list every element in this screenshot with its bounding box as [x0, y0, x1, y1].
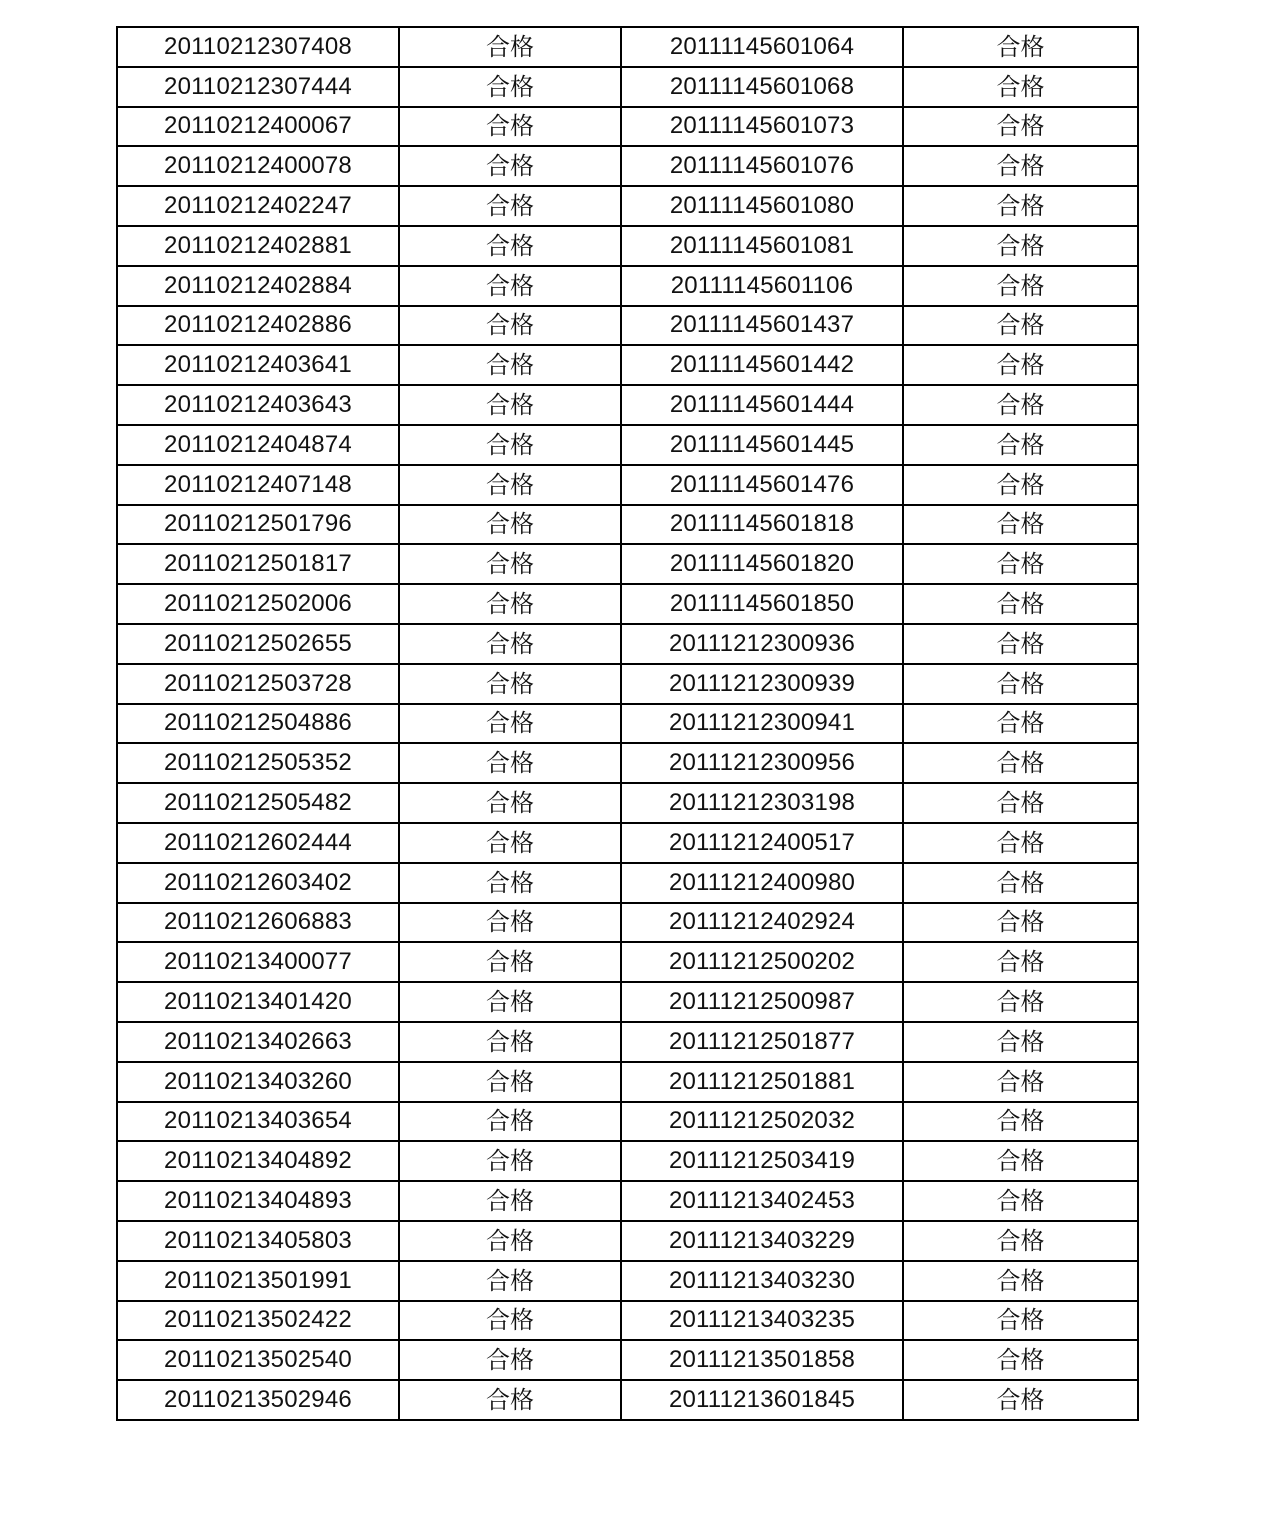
- right-id-cell: 20111145601444: [621, 385, 903, 425]
- right-status-cell: 合格: [903, 67, 1138, 107]
- left-id-cell: 20110213403654: [117, 1102, 399, 1142]
- right-status-cell: 合格: [903, 1102, 1138, 1142]
- right-status-cell: 合格: [903, 1221, 1138, 1261]
- table-row: [117, 1022, 1138, 1062]
- left-status-cell: 合格: [399, 1102, 621, 1142]
- left-id-cell: 20110213502540: [117, 1340, 399, 1380]
- left-id-cell: 20110213400077: [117, 942, 399, 982]
- right-status-cell: 合格: [903, 544, 1138, 584]
- left-status-cell: 合格: [399, 345, 621, 385]
- right-status-cell: 合格: [903, 823, 1138, 863]
- left-id-cell: 20110212501817: [117, 544, 399, 584]
- left-id-cell: 20110212602444: [117, 823, 399, 863]
- left-status-cell: 合格: [399, 465, 621, 505]
- right-id-cell: 20111145601818: [621, 505, 903, 545]
- table-row: [117, 704, 1138, 744]
- left-id-cell: 20110213405803: [117, 1221, 399, 1261]
- left-status-cell: 合格: [399, 823, 621, 863]
- right-id-cell: 20111145601476: [621, 465, 903, 505]
- table-row: [117, 624, 1138, 664]
- left-id-cell: 20110212404874: [117, 425, 399, 465]
- left-status-cell: 合格: [399, 27, 621, 67]
- left-id-cell: 20110212502655: [117, 624, 399, 664]
- left-id-cell: 20110213502422: [117, 1301, 399, 1341]
- left-status-cell: 合格: [399, 1062, 621, 1102]
- right-status-cell: 合格: [903, 1062, 1138, 1102]
- right-status-cell: 合格: [903, 1261, 1138, 1301]
- left-id-cell: 20110212407148: [117, 465, 399, 505]
- right-id-cell: 20111212300936: [621, 624, 903, 664]
- left-status-cell: 合格: [399, 1141, 621, 1181]
- left-status-cell: 合格: [399, 186, 621, 226]
- right-id-cell: 20111145601068: [621, 67, 903, 107]
- table-row: [117, 664, 1138, 704]
- right-id-cell: 20111145601820: [621, 544, 903, 584]
- left-id-cell: 20110212501796: [117, 505, 399, 545]
- right-id-cell: 20111212501877: [621, 1022, 903, 1062]
- table-row: [117, 425, 1138, 465]
- right-status-cell: 合格: [903, 465, 1138, 505]
- right-status-cell: 合格: [903, 1181, 1138, 1221]
- right-id-cell: 20111212501881: [621, 1062, 903, 1102]
- table-row: [117, 146, 1138, 186]
- left-status-cell: 合格: [399, 1380, 621, 1420]
- table-row: [117, 186, 1138, 226]
- right-id-cell: 20111212503419: [621, 1141, 903, 1181]
- right-status-cell: 合格: [903, 1380, 1138, 1420]
- table-row: [117, 1141, 1138, 1181]
- left-status-cell: 合格: [399, 1221, 621, 1261]
- left-id-cell: 20110213404893: [117, 1181, 399, 1221]
- left-status-cell: 合格: [399, 1340, 621, 1380]
- left-status-cell: 合格: [399, 1301, 621, 1341]
- right-id-cell: 20111213601845: [621, 1380, 903, 1420]
- right-id-cell: 20111145601076: [621, 146, 903, 186]
- left-id-cell: 20110212403643: [117, 385, 399, 425]
- right-id-cell: 20111145601064: [621, 27, 903, 67]
- left-id-cell: 20110213403260: [117, 1062, 399, 1102]
- left-status-cell: 合格: [399, 1261, 621, 1301]
- right-status-cell: 合格: [903, 27, 1138, 67]
- right-status-cell: 合格: [903, 1022, 1138, 1062]
- left-status-cell: 合格: [399, 863, 621, 903]
- table-row: [117, 266, 1138, 306]
- right-id-cell: 20111213501858: [621, 1340, 903, 1380]
- left-id-cell: 20110213401420: [117, 982, 399, 1022]
- table-row: [117, 1340, 1138, 1380]
- left-id-cell: 20110212503728: [117, 664, 399, 704]
- results-table: [116, 26, 1139, 1421]
- right-id-cell: 20111212300941: [621, 704, 903, 744]
- table-row: [117, 942, 1138, 982]
- right-status-cell: 合格: [903, 306, 1138, 346]
- table-row: [117, 67, 1138, 107]
- table-row: [117, 783, 1138, 823]
- right-id-cell: 20111212500202: [621, 942, 903, 982]
- right-status-cell: 合格: [903, 226, 1138, 266]
- right-id-cell: 20111145601106: [621, 266, 903, 306]
- right-status-cell: 合格: [903, 345, 1138, 385]
- left-status-cell: 合格: [399, 385, 621, 425]
- left-status-cell: 合格: [399, 67, 621, 107]
- right-id-cell: 20111212300939: [621, 664, 903, 704]
- table-row: [117, 823, 1138, 863]
- right-id-cell: 20111212402924: [621, 903, 903, 943]
- table-row: [117, 107, 1138, 147]
- left-status-cell: 合格: [399, 624, 621, 664]
- left-status-cell: 合格: [399, 505, 621, 545]
- right-status-cell: 合格: [903, 863, 1138, 903]
- left-id-cell: 20110213501991: [117, 1261, 399, 1301]
- table-row: [117, 584, 1138, 624]
- left-status-cell: 合格: [399, 942, 621, 982]
- left-id-cell: 20110212606883: [117, 903, 399, 943]
- left-status-cell: 合格: [399, 743, 621, 783]
- left-status-cell: 合格: [399, 146, 621, 186]
- left-id-cell: 20110213402663: [117, 1022, 399, 1062]
- left-id-cell: 20110212504886: [117, 704, 399, 744]
- right-id-cell: 20111212502032: [621, 1102, 903, 1142]
- table-row: [117, 226, 1138, 266]
- table-row: [117, 863, 1138, 903]
- right-status-cell: 合格: [903, 505, 1138, 545]
- right-id-cell: 20111145601073: [621, 107, 903, 147]
- right-id-cell: 20111213403229: [621, 1221, 903, 1261]
- left-status-cell: 合格: [399, 1022, 621, 1062]
- left-id-cell: 20110212603402: [117, 863, 399, 903]
- right-status-cell: 合格: [903, 624, 1138, 664]
- left-status-cell: 合格: [399, 903, 621, 943]
- left-status-cell: 合格: [399, 266, 621, 306]
- table-row: [117, 306, 1138, 346]
- table-row: [117, 1181, 1138, 1221]
- table-row: [117, 27, 1138, 67]
- right-status-cell: 合格: [903, 146, 1138, 186]
- right-status-cell: 合格: [903, 704, 1138, 744]
- left-id-cell: 20110212502006: [117, 584, 399, 624]
- right-id-cell: 20111212300956: [621, 743, 903, 783]
- left-status-cell: 合格: [399, 982, 621, 1022]
- right-id-cell: 20111212500987: [621, 982, 903, 1022]
- right-id-cell: 20111212303198: [621, 783, 903, 823]
- left-status-cell: 合格: [399, 544, 621, 584]
- left-id-cell: 20110213502946: [117, 1380, 399, 1420]
- right-status-cell: 合格: [903, 1141, 1138, 1181]
- right-id-cell: 20111213403230: [621, 1261, 903, 1301]
- right-status-cell: 合格: [903, 186, 1138, 226]
- right-status-cell: 合格: [903, 942, 1138, 982]
- right-status-cell: 合格: [903, 903, 1138, 943]
- table-row: [117, 1221, 1138, 1261]
- right-status-cell: 合格: [903, 1340, 1138, 1380]
- left-id-cell: 20110212402886: [117, 306, 399, 346]
- right-status-cell: 合格: [903, 743, 1138, 783]
- left-id-cell: 20110212307408: [117, 27, 399, 67]
- left-id-cell: 20110212403641: [117, 345, 399, 385]
- left-status-cell: 合格: [399, 664, 621, 704]
- table-row: [117, 544, 1138, 584]
- table-row: [117, 1102, 1138, 1142]
- table-row: [117, 1062, 1138, 1102]
- right-id-cell: 20111145601081: [621, 226, 903, 266]
- left-status-cell: 合格: [399, 1181, 621, 1221]
- table-row: [117, 743, 1138, 783]
- left-id-cell: 20110212400067: [117, 107, 399, 147]
- right-status-cell: 合格: [903, 107, 1138, 147]
- left-status-cell: 合格: [399, 704, 621, 744]
- table-row: [117, 1301, 1138, 1341]
- right-status-cell: 合格: [903, 1301, 1138, 1341]
- right-status-cell: 合格: [903, 664, 1138, 704]
- left-status-cell: 合格: [399, 425, 621, 465]
- right-id-cell: 20111212400517: [621, 823, 903, 863]
- left-status-cell: 合格: [399, 107, 621, 147]
- left-id-cell: 20110212402881: [117, 226, 399, 266]
- right-status-cell: 合格: [903, 982, 1138, 1022]
- table-row: [117, 1261, 1138, 1301]
- table-row: [117, 1380, 1138, 1420]
- left-id-cell: 20110212505352: [117, 743, 399, 783]
- table-row: [117, 345, 1138, 385]
- left-id-cell: 20110212307444: [117, 67, 399, 107]
- right-id-cell: 20111145601442: [621, 345, 903, 385]
- table-row: [117, 385, 1138, 425]
- table-row: [117, 903, 1138, 943]
- right-status-cell: 合格: [903, 266, 1138, 306]
- right-id-cell: 20111145601850: [621, 584, 903, 624]
- results-table-body: [117, 27, 1138, 1420]
- right-status-cell: 合格: [903, 584, 1138, 624]
- left-status-cell: 合格: [399, 306, 621, 346]
- left-id-cell: 20110212400078: [117, 146, 399, 186]
- table-row: [117, 505, 1138, 545]
- right-id-cell: 20111212400980: [621, 863, 903, 903]
- right-id-cell: 20111213402453: [621, 1181, 903, 1221]
- right-status-cell: 合格: [903, 385, 1138, 425]
- right-id-cell: 20111145601080: [621, 186, 903, 226]
- left-status-cell: 合格: [399, 226, 621, 266]
- left-id-cell: 20110212402884: [117, 266, 399, 306]
- left-status-cell: 合格: [399, 783, 621, 823]
- table-row: [117, 982, 1138, 1022]
- right-id-cell: 20111145601445: [621, 425, 903, 465]
- left-id-cell: 20110212402247: [117, 186, 399, 226]
- right-status-cell: 合格: [903, 783, 1138, 823]
- right-id-cell: 20111145601437: [621, 306, 903, 346]
- left-status-cell: 合格: [399, 584, 621, 624]
- right-id-cell: 20111213403235: [621, 1301, 903, 1341]
- left-id-cell: 20110213404892: [117, 1141, 399, 1181]
- left-id-cell: 20110212505482: [117, 783, 399, 823]
- right-status-cell: 合格: [903, 425, 1138, 465]
- table-row: [117, 465, 1138, 505]
